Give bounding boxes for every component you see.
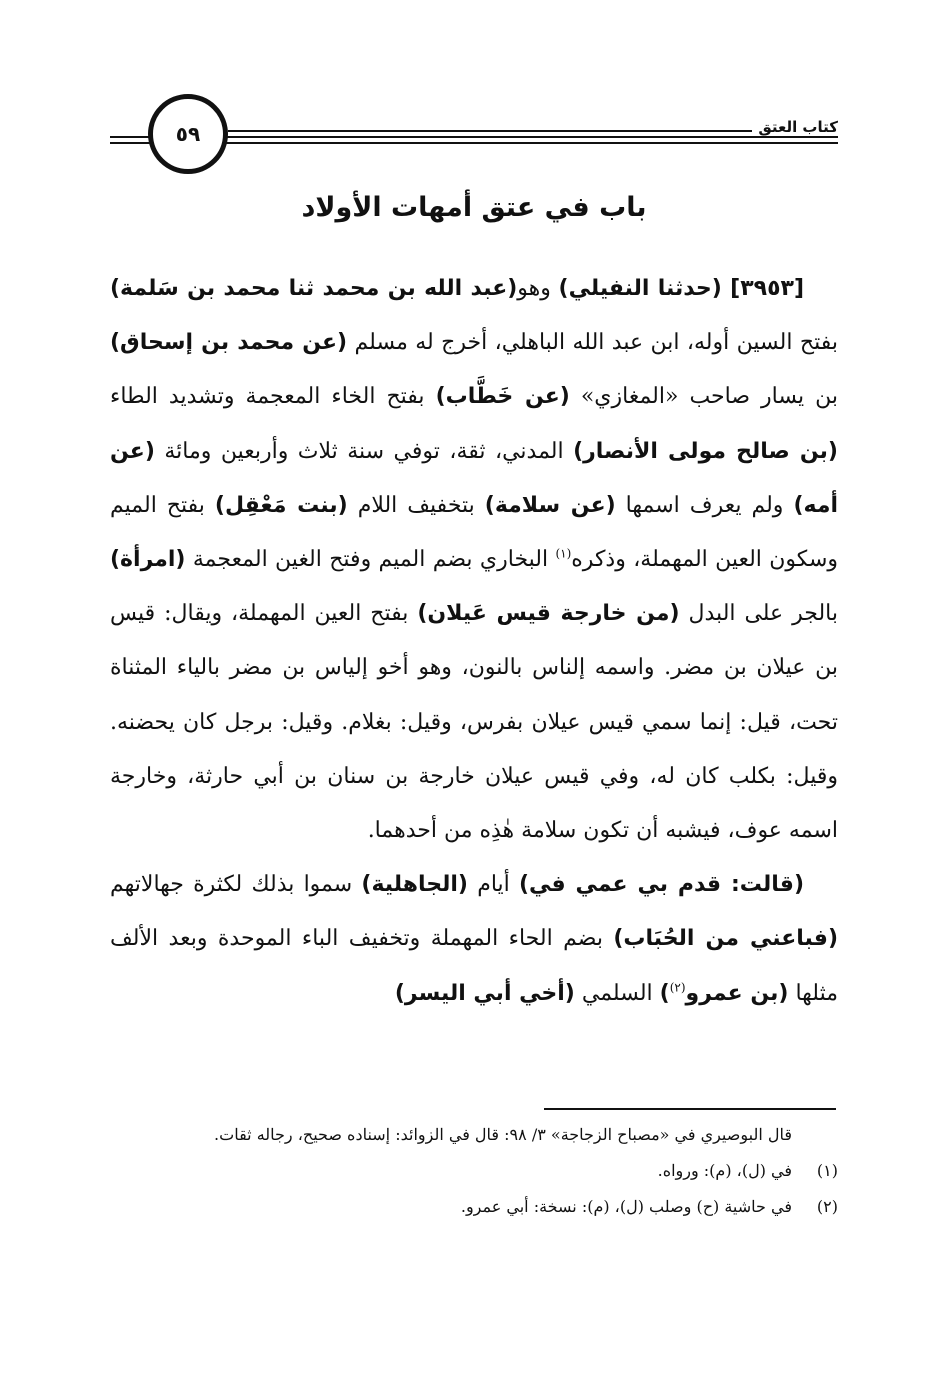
footnote-reference[interactable]: (١): [555, 546, 572, 561]
footnote-text: في حاشية (ح) وصلب (ل)، (م): نسخة: أبي عمرو.: [460, 1197, 792, 1216]
bold-quote: (عن سلامة): [484, 492, 616, 518]
footnote-separator: [544, 1108, 836, 1110]
commentary-text: السلمي: [574, 980, 660, 1006]
bold-quote: (فباعني من الحُبَاب): [613, 926, 838, 952]
commentary-text: بتخفيف اللام: [347, 492, 485, 518]
bold-quote: (عن محمد بن إسحاق): [110, 330, 348, 356]
commentary-text: المدني، ثقة، توفي سنة ثلاث وأربعين ومائة: [154, 438, 574, 464]
header-rule: [228, 130, 838, 132]
commentary-text: بفتح السين أوله، ابن عبد الله الباهلي، أخرج له مسلم: [347, 330, 838, 356]
bold-quote: (عن أمه): [110, 438, 838, 518]
footnote-reference[interactable]: (٢): [669, 980, 686, 995]
bold-quote: (بن عمرو: [685, 980, 789, 1006]
commentary-text: بفتح الميم وسكون العين المهملة، وذكره: [110, 492, 838, 573]
footnote-lead: قال البوصيري في «مصباح الزجاجة» ٣/ ٩٨: قال في الزوائد: إسناده صحيح، رجاله ثقات.: [214, 1125, 792, 1144]
bold-quote: (بن صالح مولى الأنصار): [573, 438, 838, 464]
bold-quote: (من خارجة قيس عَيلان): [417, 601, 680, 627]
main-text: [110, 262, 838, 1021]
bold-quote: (عبد الله بن محمد ثنا محمد بن سَلمة): [110, 276, 518, 301]
footnote-text: في (ل)، (م): ورواه.: [657, 1161, 792, 1180]
page-number: ٥٩: [175, 122, 201, 146]
commentary-text: وهو: [517, 276, 559, 301]
commentary-text: بفتح الخاء المعجمة وتشديد الطاء: [110, 384, 436, 410]
footnote-item: [110, 1192, 838, 1222]
bold-quote: (بنت مَعْقِل): [214, 492, 348, 518]
running-title: كتاب العتق: [752, 118, 838, 136]
commentary-text: سموا بذلك لكثرة جهالاتهم: [110, 872, 362, 898]
commentary-text: أيام: [468, 872, 519, 898]
commentary-text: بفتح العين المهملة، ويقال: قيس بن عيلان بن مضر. واسمه إلناس بالنون، وهو أخو إلياس بن مضر بالياء المثناة تحت، قيل: إنما سمي قيس عيلان بفرس، وقيل: بغلام. وقيل: برجل كان يحضنه. وقيل: بكلب كان له، وفي قيس عيلان خارجة بن سنان بن أبي حارثة، وخارجة اسمه عوف، فيشبه أن تكون سلامة هٰذِه من أحدهما.: [110, 601, 838, 844]
footnote-number: (١): [816, 1161, 838, 1180]
bold-quote: ): [659, 980, 670, 1006]
commentary-text: بضم الحاء المهملة وتخفيف الباء الموحدة وبعد الألف مثلها: [110, 926, 838, 1006]
bold-quote: (أخي أبي اليسر): [394, 980, 575, 1006]
paragraph: [110, 858, 838, 1021]
bold-quote: (عن خَطَّاب): [435, 384, 570, 410]
paragraph: [110, 262, 838, 858]
commentary-text: البخاري بضم الميم وفتح الغين المعجمة: [185, 547, 556, 573]
chapter-title: باب في عتق أمهات الأولاد: [301, 192, 647, 223]
commentary-text: بالجر على البدل: [679, 601, 838, 627]
bold-quote: (الجاهلية): [361, 872, 468, 898]
bold-quote: [٣٩٥٣] (حدثنا النفيلي): [558, 276, 804, 301]
commentary-text: بن يسار صاحب «المغازي»: [569, 384, 838, 410]
bold-quote: (قالت: قدم بي عمي في): [518, 872, 805, 898]
footnote-number: (٢): [816, 1197, 838, 1216]
commentary-text: ولم يعرف اسمها: [615, 492, 794, 518]
footnotes: [110, 1120, 838, 1228]
running-header: [110, 88, 838, 178]
page-number-circle: [148, 94, 228, 174]
bold-quote: (امرأة): [110, 547, 186, 573]
footnote-item: [110, 1156, 838, 1186]
